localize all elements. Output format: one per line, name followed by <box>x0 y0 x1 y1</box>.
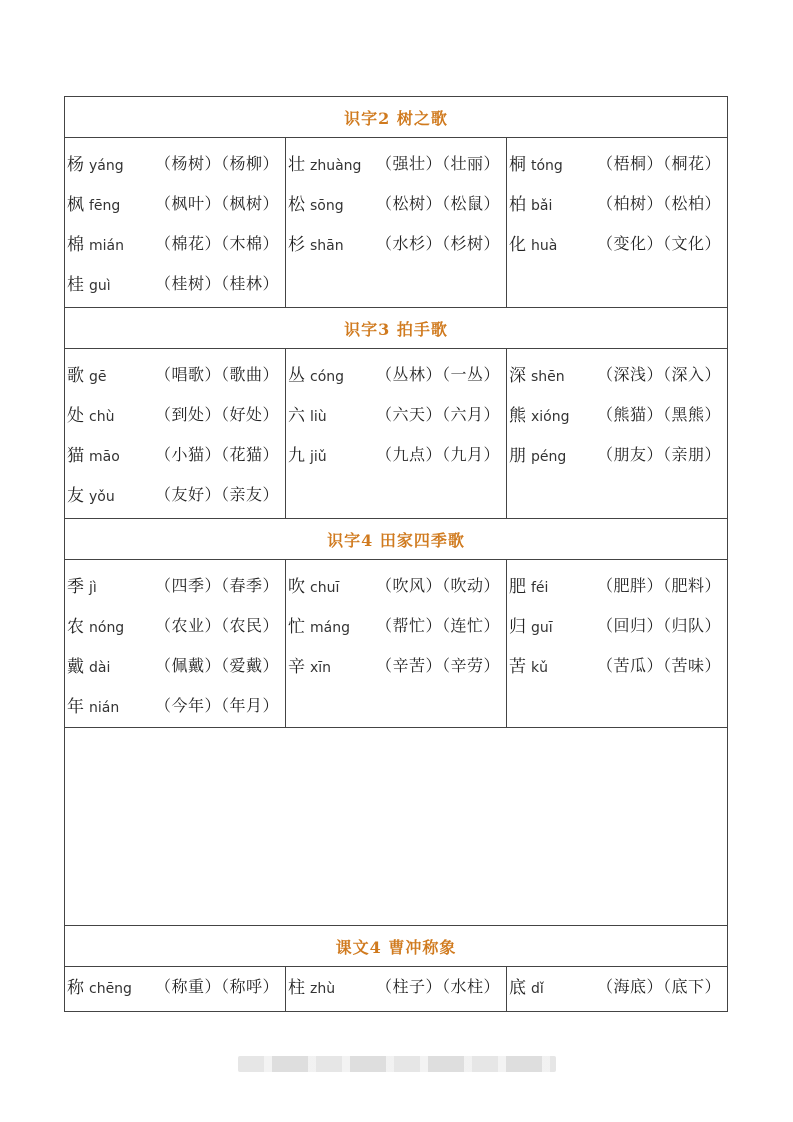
word-entry <box>507 433 727 473</box>
character: 柱 <box>288 977 305 998</box>
section-body <box>65 967 727 1011</box>
example-words: （松树）（松鼠） <box>375 193 500 213</box>
pinyin: xīn <box>310 659 332 676</box>
word-column <box>65 967 286 1011</box>
word-entry <box>65 473 285 513</box>
character: 季 <box>67 576 84 597</box>
section-body <box>65 349 727 519</box>
character: 棉 <box>67 234 84 255</box>
example-words: （辛苦）（辛劳） <box>375 655 500 675</box>
character: 九 <box>288 445 305 466</box>
character: 称 <box>67 977 84 998</box>
character: 枫 <box>67 194 84 215</box>
word-entry <box>286 564 506 604</box>
character: 桂 <box>67 274 84 295</box>
word-entry <box>65 684 285 724</box>
word-entry <box>286 222 506 262</box>
example-words: （丛林）（一丛） <box>375 364 500 384</box>
word-entry <box>65 433 285 473</box>
section-body <box>65 560 727 728</box>
word-entry <box>507 353 727 393</box>
vocabulary-table <box>64 96 728 1012</box>
word-entry <box>507 222 727 262</box>
example-words: （海底）（底下） <box>596 976 721 996</box>
word-entry <box>507 967 727 1003</box>
word-column <box>507 560 727 727</box>
word-entry <box>65 967 285 1003</box>
section-title: 识字3 拍手歌 <box>65 308 727 349</box>
word-entry <box>286 604 506 644</box>
word-entry <box>507 182 727 222</box>
character: 苦 <box>509 656 526 677</box>
example-words: （熊猫）（黑熊） <box>596 404 721 424</box>
blurred-watermark <box>238 1056 556 1072</box>
character: 肥 <box>509 576 526 597</box>
word-entry <box>286 433 506 473</box>
pinyin: sōng <box>310 197 344 214</box>
word-entry <box>286 353 506 393</box>
pinyin: jiǔ <box>310 448 327 465</box>
pinyin: nóng <box>89 619 125 636</box>
pinyin: yáng <box>89 157 124 174</box>
example-words: （回归）（归队） <box>596 615 721 635</box>
word-entry <box>286 967 506 1003</box>
pinyin: shēn <box>531 368 565 385</box>
character: 松 <box>288 194 305 215</box>
example-words: （友好）（亲友） <box>154 484 279 504</box>
pinyin: cóng <box>310 368 345 385</box>
word-entry <box>65 222 285 262</box>
word-column <box>65 138 286 307</box>
character: 深 <box>509 365 526 386</box>
pinyin: nián <box>89 699 120 716</box>
character: 处 <box>67 405 84 426</box>
section-title: 识字2 树之歌 <box>65 97 727 138</box>
word-entry <box>65 353 285 393</box>
example-words: （称重）（称呼） <box>154 976 279 996</box>
character: 柏 <box>509 194 526 215</box>
pinyin: yǒu <box>89 488 115 505</box>
pinyin: tóng <box>531 157 563 174</box>
example-words: （九点）（九月） <box>375 444 500 464</box>
example-words: （肥胖）（肥料） <box>596 575 721 595</box>
example-words: （深浅）（深入） <box>596 364 721 384</box>
example-words: （柱子）（水柱） <box>375 976 500 996</box>
character: 猫 <box>67 445 84 466</box>
example-words: （今年）（年月） <box>154 695 279 715</box>
character: 杉 <box>288 234 305 255</box>
pinyin: māo <box>89 448 120 465</box>
section-title: 识字4 田家四季歌 <box>65 519 727 560</box>
example-words: （水杉）（杉树） <box>375 233 500 253</box>
word-column <box>286 138 507 307</box>
pinyin: guì <box>89 277 111 294</box>
word-entry <box>507 142 727 182</box>
word-entry <box>65 644 285 684</box>
pinyin: féi <box>531 579 549 596</box>
pinyin: péng <box>531 448 567 465</box>
example-words: （强壮）（壮丽） <box>375 153 500 173</box>
word-entry <box>507 644 727 684</box>
example-words: （变化）（文化） <box>596 233 721 253</box>
character: 歌 <box>67 365 84 386</box>
example-words: （吹风）（吹动） <box>375 575 500 595</box>
pinyin: jì <box>89 579 97 596</box>
pinyin: zhuàng <box>310 157 362 174</box>
blank-area <box>65 728 727 926</box>
pinyin: chuī <box>310 579 340 596</box>
character: 桐 <box>509 154 526 175</box>
word-column <box>507 138 727 307</box>
word-column <box>507 967 727 1011</box>
word-entry <box>286 142 506 182</box>
example-words: （农业）（农民） <box>154 615 279 635</box>
pinyin: chù <box>89 408 115 425</box>
pinyin: xióng <box>531 408 570 425</box>
pinyin: máng <box>310 619 350 636</box>
word-entry <box>65 564 285 604</box>
word-entry <box>65 142 285 182</box>
pinyin: zhù <box>310 980 336 997</box>
pinyin: dǐ <box>531 980 544 997</box>
character: 六 <box>288 405 305 426</box>
character: 杨 <box>67 154 84 175</box>
pinyin: chēng <box>89 980 132 997</box>
pinyin: mián <box>89 237 124 254</box>
character: 忙 <box>288 616 305 637</box>
pinyin: dài <box>89 659 111 676</box>
character: 壮 <box>288 154 305 175</box>
example-words: （四季）（春季） <box>154 575 279 595</box>
word-column <box>286 967 507 1011</box>
word-entry <box>286 644 506 684</box>
pinyin: kǔ <box>531 659 548 676</box>
example-words: （桂树）（桂林） <box>154 273 279 293</box>
word-column <box>286 560 507 727</box>
word-entry <box>507 564 727 604</box>
section-title: 课文4 曹冲称象 <box>65 926 727 967</box>
example-words: （苦瓜）（苦味） <box>596 655 721 675</box>
character: 年 <box>67 696 84 717</box>
word-entry <box>507 393 727 433</box>
character: 熊 <box>509 405 526 426</box>
word-entry <box>65 393 285 433</box>
pinyin: gē <box>89 368 107 385</box>
example-words: （帮忙）（连忙） <box>375 615 500 635</box>
word-entry <box>65 182 285 222</box>
character: 农 <box>67 616 84 637</box>
pinyin: bǎi <box>531 197 553 214</box>
character: 吹 <box>288 576 305 597</box>
character: 戴 <box>67 656 84 677</box>
word-entry <box>65 604 285 644</box>
section-body <box>65 138 727 308</box>
example-words: （棉花）（木棉） <box>154 233 279 253</box>
example-words: （柏树）（松柏） <box>596 193 721 213</box>
example-words: （朋友）（亲朋） <box>596 444 721 464</box>
example-words: （到处）（好处） <box>154 404 279 424</box>
example-words: （唱歌）（歌曲） <box>154 364 279 384</box>
character: 底 <box>509 977 526 998</box>
example-words: （小猫）（花猫） <box>154 444 279 464</box>
word-entry <box>507 604 727 644</box>
pinyin: huà <box>531 237 558 254</box>
word-column <box>65 560 286 727</box>
example-words: （佩戴）（爱戴） <box>154 655 279 675</box>
example-words: （杨树）（杨柳） <box>154 153 279 173</box>
example-words: （六天）（六月） <box>375 404 500 424</box>
character: 归 <box>509 616 526 637</box>
pinyin: liù <box>310 408 327 425</box>
section-last <box>65 926 727 1011</box>
word-entry <box>286 393 506 433</box>
word-column <box>507 349 727 518</box>
example-words: （枫叶）（枫树） <box>154 193 279 213</box>
pinyin: guī <box>531 619 553 636</box>
character: 友 <box>67 485 84 506</box>
pinyin: shān <box>310 237 344 254</box>
pinyin: fēng <box>89 197 121 214</box>
character: 化 <box>509 234 526 255</box>
word-column <box>65 349 286 518</box>
example-words: （梧桐）（桐花） <box>596 153 721 173</box>
character: 辛 <box>288 656 305 677</box>
word-entry <box>286 182 506 222</box>
character: 朋 <box>509 445 526 466</box>
character: 丛 <box>288 365 305 386</box>
word-column <box>286 349 507 518</box>
word-entry <box>65 262 285 302</box>
